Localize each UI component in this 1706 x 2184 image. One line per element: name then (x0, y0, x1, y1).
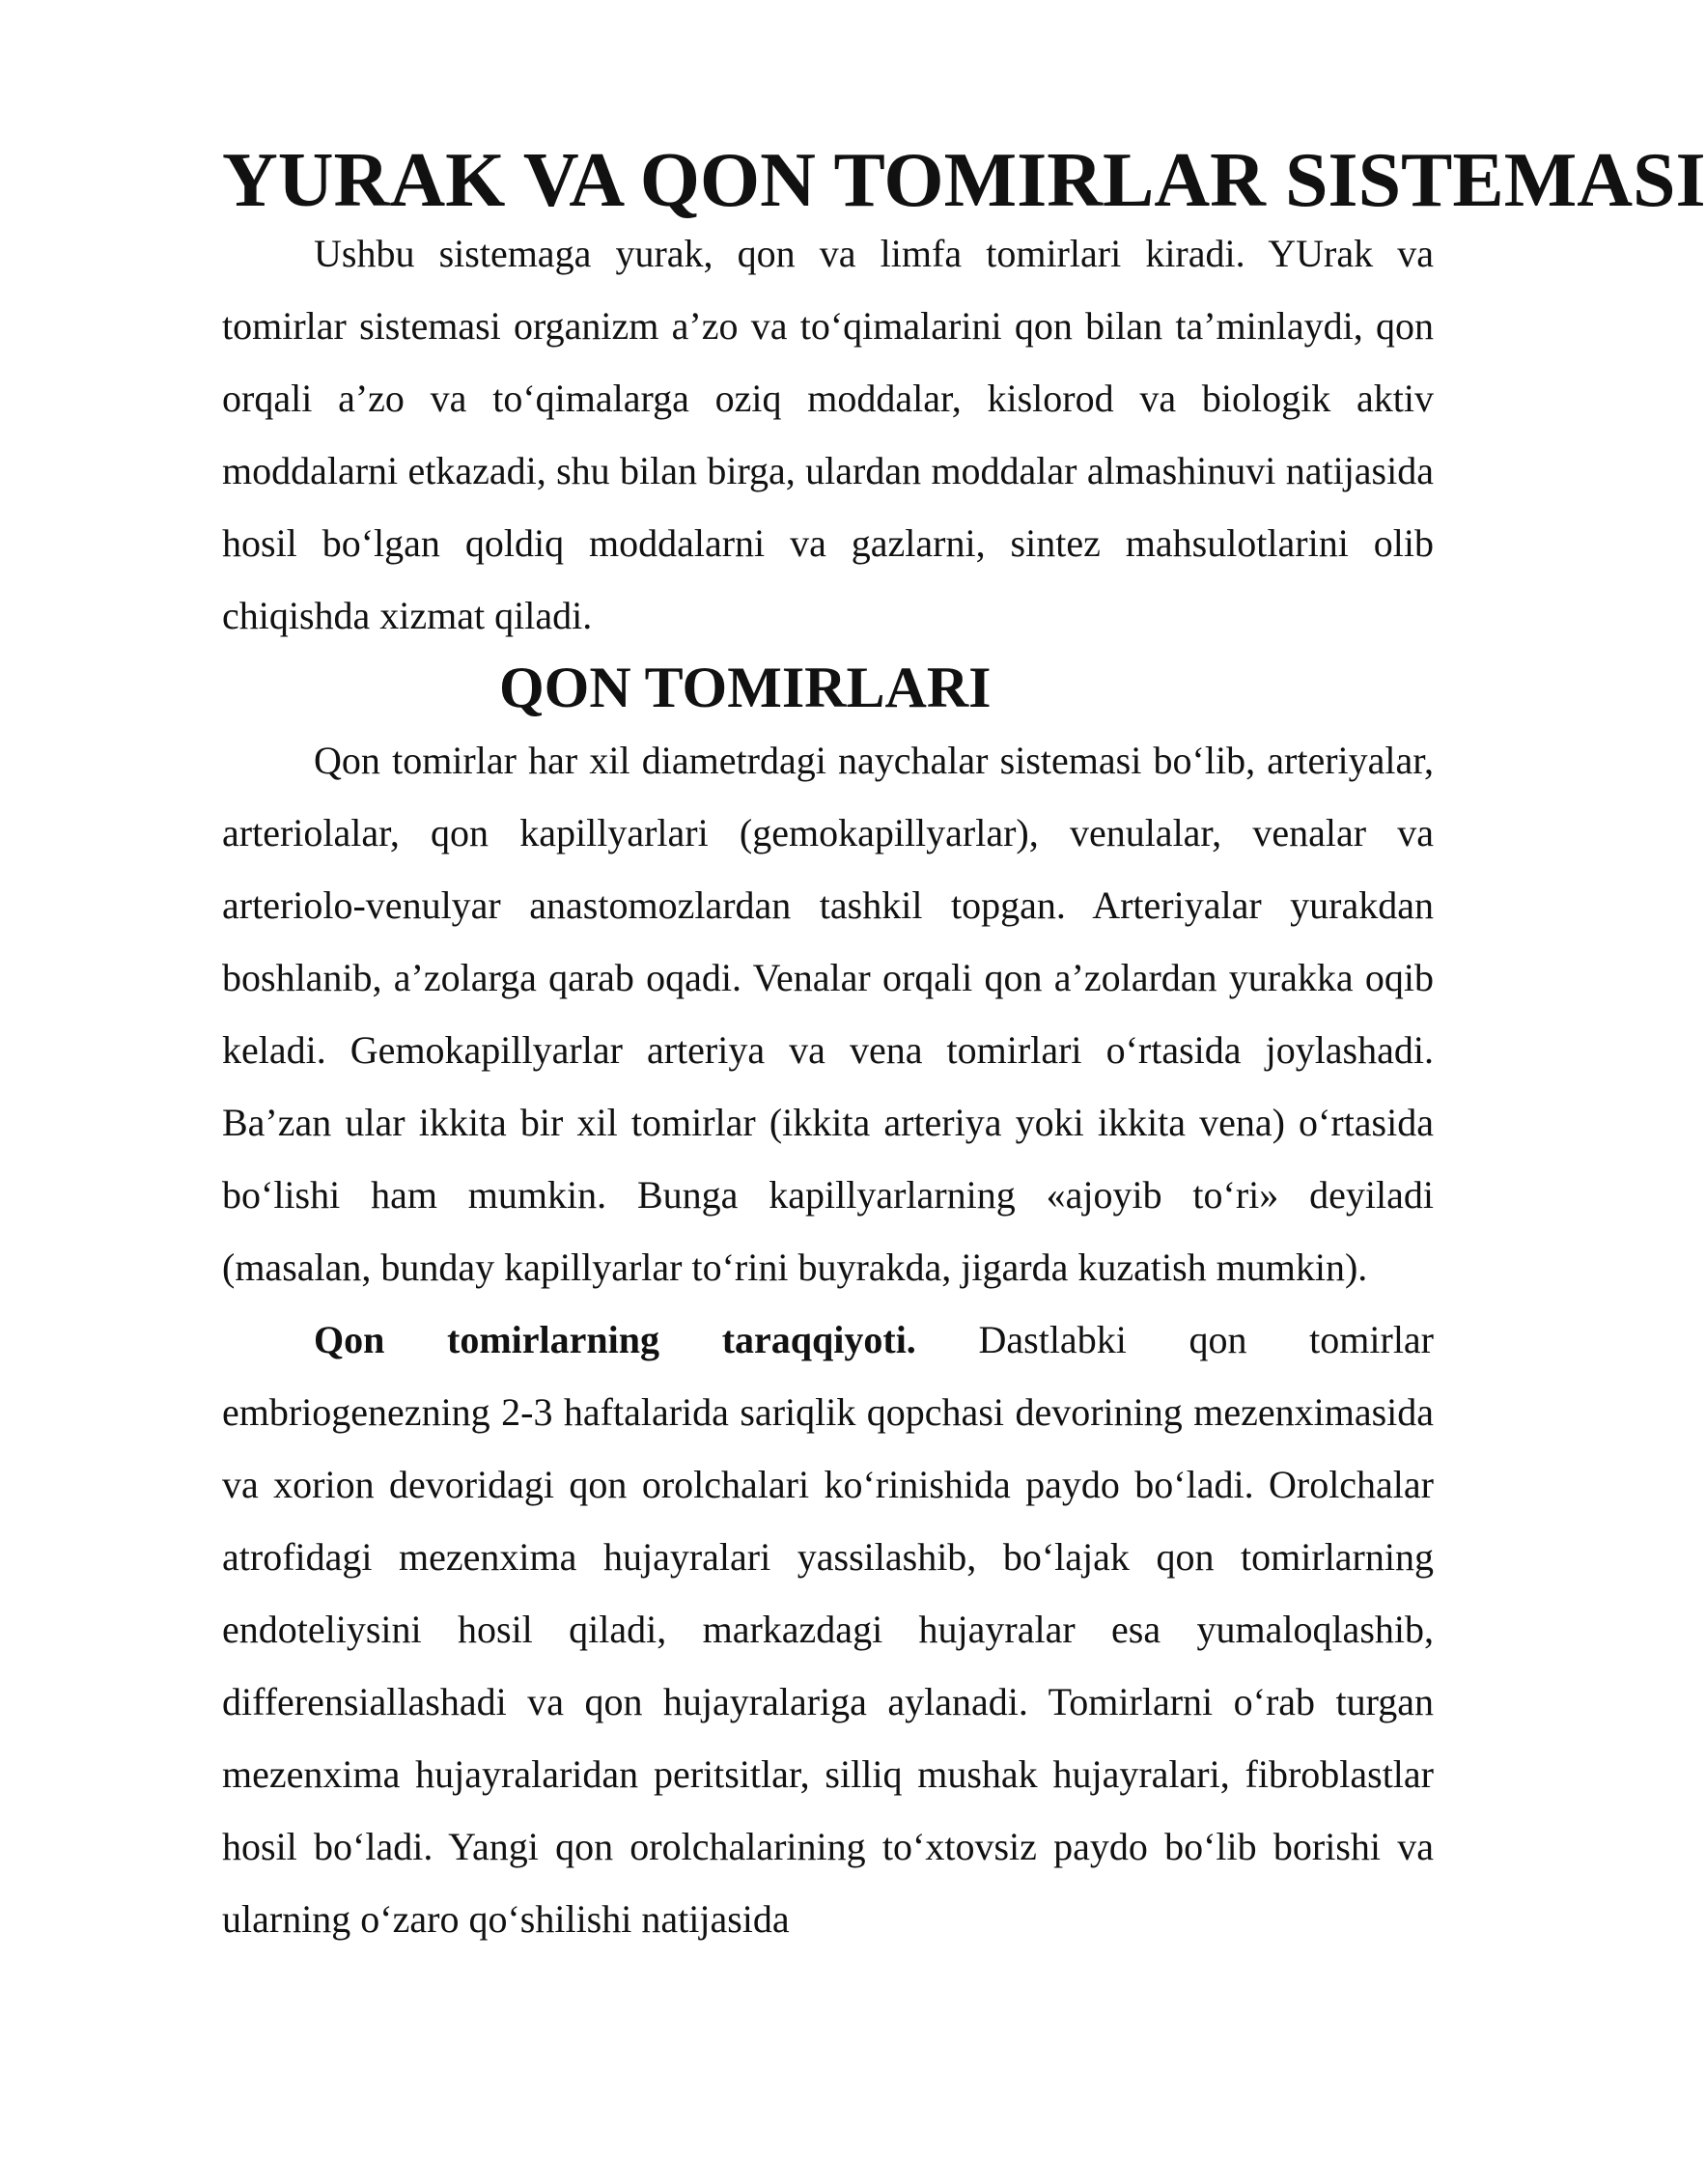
document-title: YURAK VA QON TOMIRLAR SISTEMASI (222, 138, 1706, 223)
section-heading: QON TOMIRLARI (499, 656, 992, 719)
development-text: Dastlabki qon tomirlar embriogenezning 2-3 haftalarida sariqlik qopchasi devorining mezenximasida va xorion devoridagi qon orolchalari ko‘rinishida paydo bo‘ladi. Orolchalar atrofidagi mezenxima hujayralari yassilashib, bo‘lajak qon tomirlarning endoteliysini hosil qiladi, markazdagi hujayralar esa yumaloqlashib, differensiallashadi va qon hujayralariga aylanadi. Tomirlarni o‘rab turgan mezenxima hujayralaridan peritsitlar, silliq mushak hujayralari, fibroblastlar hosil bo‘ladi. Yangi qon orolchalarining to‘xtovsiz paydo bo‘lib borishi va ularning o‘zaro qo‘shilishi natijasida (222, 1318, 1435, 1941)
intro-paragraph: Ushbu sistemaga yurak, qon va limfa tomirlari kiradi. YUrak va tomirlar sistemasi organizm a’zo va to‘qimalarini qon bilan ta’minlaydi, qon orqali a’zo va to‘qimalarga oziq moddalar, kislorod va biologik aktiv moddalarni etkazadi, shu bilan birga, ulardan moddalar almashinuvi natijasida hosil bo‘lgan qoldiq moddalarni va gazlarni, sintez mahsulotlarini olib chiqishda xizmat qiladi. (222, 232, 1434, 637)
document-page (222, 138, 1706, 1955)
development-paragraph (222, 1303, 1434, 1955)
development-lead: Qon tomirlarning taraqqiyoti. (314, 1318, 916, 1361)
section-paragraph: Qon tomirlar har xil diametrdagi naychalar sistemasi bo‘lib, arteriyalar, arteriolalar, qon kapillyarlari (gemokapillyarlar), venulalar, venalar va arteriolo-venulyar anastomozlardan tashkil topgan. Arteriyalar yurakdan boshlanib, a’zolarga qarab oqadi. Venalar orqali qon a’zolardan yurakka oqib keladi. Gemokapillyarlar arteriya va vena tomirlari o‘rtasida joylashadi. Ba’zan ular ikkita bir xil tomirlar (ikkita arteriya yoki ikkita vena) o‘rtasida bo‘lishi ham mumkin. Bunga kapillyarlarning «ajoyib to‘ri» deyiladi (masalan, bunday kapillyarlar to‘rini buyrakda, jigarda kuzatish mumkin). (222, 739, 1434, 1289)
